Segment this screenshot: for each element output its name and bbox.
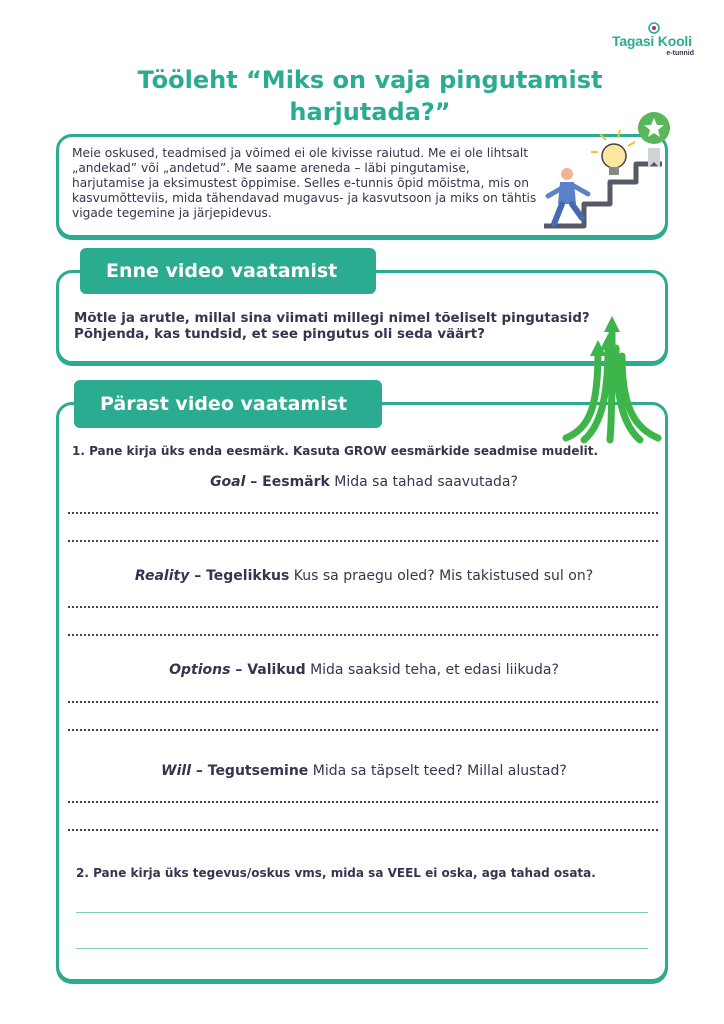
question-1: 1. Pane kirja üks enda eesmärk. Kasuta GROW eesmärkide seadmise mudelit. — [72, 444, 599, 458]
answer-line[interactable] — [76, 948, 648, 949]
brand-logo — [612, 22, 698, 62]
grow-options-et: Valikud — [247, 662, 306, 678]
grow-goal-question: Mida sa tahad saavutada? — [334, 474, 518, 490]
grow-reality-question: Kus sa praegu oled? Mis takistused sul on? — [293, 568, 594, 584]
before-question: Mõtle ja arutle, millal sina viimati millegi nimel tõeliselt pingutasid? Põhjenda, kas tundsid, et see pingutus oli seda väärt? — [74, 311, 590, 342]
grow-options-en: Options — [169, 662, 231, 678]
question-2: 2. Pane kirja üks tegevus/oskus vms, mida sa VEEL ei oska, aga tahad osata. — [76, 866, 596, 880]
logo-subtitle: e-tunnid — [666, 50, 694, 57]
before-heading: Enne video vaatamist — [80, 248, 376, 294]
intro-text: Meie oskused, teadmised ja võimed ei ole kivisse raiutud. Me ei ole lihtsalt „andekad” või „andetud”. Me saame areneda – läbi pingutamise, harjutamise ja eksimustest õppimise. Selles e-tunnis õpid mõistma, mis on kasvumõtteviis, mida tähendavad mugavus- ja kasvutsoon ja miks on tähtis vigade tegemine ja järjepidevus. — [72, 146, 537, 220]
grow-options — [66, 662, 662, 678]
grow-reality-en: Reality — [134, 568, 190, 584]
after-heading: Pärast video vaatamist — [74, 380, 382, 428]
growth-arrows-illustration — [560, 316, 664, 444]
answer-line[interactable] — [76, 912, 648, 913]
grow-goal-dash: – — [245, 474, 263, 490]
grow-goal-et: Eesmärk — [262, 474, 330, 490]
logo-name: Tagasi Kooli — [612, 33, 692, 49]
answer-line[interactable] — [68, 829, 658, 831]
grow-reality-et: Tegelikkus — [206, 568, 290, 584]
answer-line[interactable] — [68, 606, 658, 608]
grow-reality — [66, 568, 662, 584]
lightbulb-icon — [591, 130, 635, 175]
answer-line[interactable] — [68, 512, 658, 514]
grow-reality-dash: – — [189, 568, 207, 584]
person-figure — [548, 168, 588, 224]
answer-line[interactable] — [68, 540, 658, 542]
answer-line[interactable] — [68, 701, 658, 703]
grow-will — [66, 763, 662, 779]
stairs-climber-illustration — [536, 108, 674, 236]
star-badge-icon — [638, 112, 670, 168]
grow-will-question: Mida sa täpselt teed? Millal alustad? — [312, 763, 567, 779]
grow-will-et: Tegutsemine — [207, 763, 309, 779]
grow-options-dash: – — [230, 662, 248, 678]
answer-line[interactable] — [68, 634, 658, 636]
page-title: Tööleht “Miks on vaja pingutamist harjutada?” — [137, 66, 603, 126]
grow-goal-en: Goal — [210, 474, 246, 490]
answer-line[interactable] — [68, 729, 658, 731]
grow-will-en: Will — [161, 763, 191, 779]
answer-line[interactable] — [68, 801, 658, 803]
grow-options-question: Mida saaksid teha, et edasi liikuda? — [310, 662, 559, 678]
grow-goal — [66, 474, 662, 490]
grow-will-dash: – — [191, 763, 208, 779]
